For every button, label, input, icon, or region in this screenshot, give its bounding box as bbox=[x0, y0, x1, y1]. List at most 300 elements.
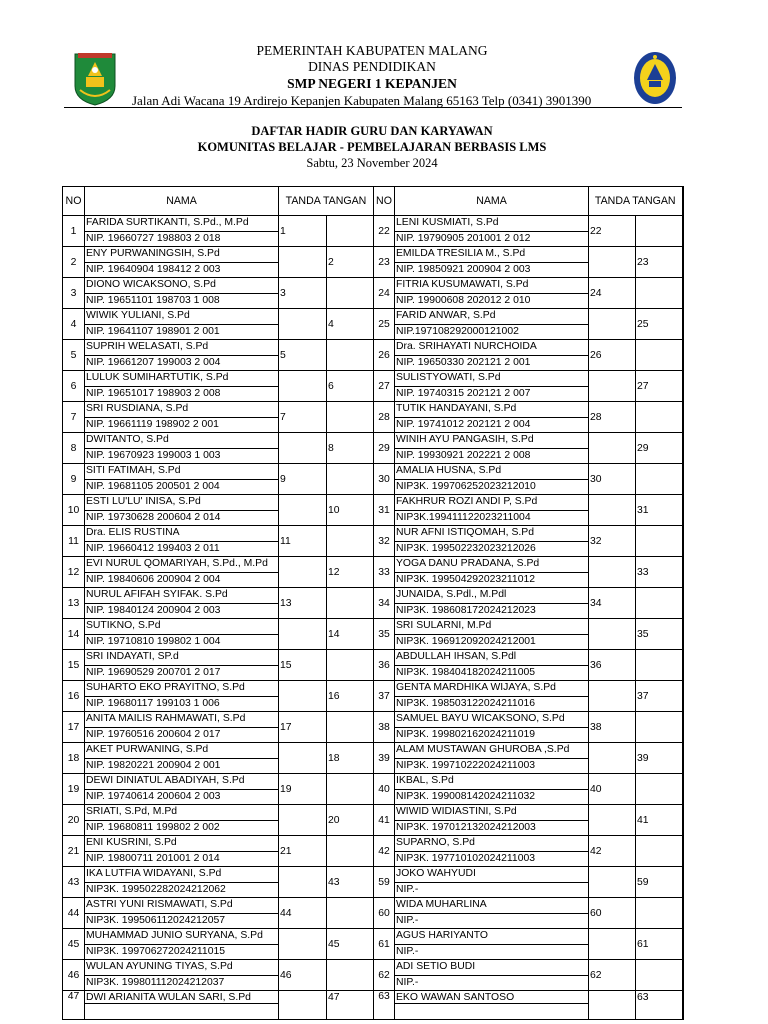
signature-cell-left-b bbox=[327, 433, 374, 464]
employee-name: ADI SETIO BUDI bbox=[396, 961, 476, 972]
signature-cell-right-a bbox=[589, 619, 636, 650]
signature-number: 32 bbox=[590, 535, 602, 547]
nama-cell-left bbox=[85, 588, 279, 619]
signature-number: 59 bbox=[637, 876, 649, 888]
row-number: 3 bbox=[70, 287, 77, 299]
row-number: 41 bbox=[378, 814, 390, 826]
nama-cell-right bbox=[395, 743, 589, 774]
signature-cell-right-a bbox=[589, 867, 636, 898]
employee-name: EVI NURUL QOMARIYAH, S.Pd., M.Pd bbox=[86, 558, 268, 569]
signature-cell-right-a bbox=[589, 650, 636, 681]
table-row bbox=[63, 774, 683, 805]
signature-number: 11 bbox=[280, 535, 291, 547]
employee-name: AMALIA HUSNA, S.Pd bbox=[396, 465, 502, 476]
title-date: Sabtu, 23 November 2024 bbox=[306, 156, 438, 170]
nama-cell-left bbox=[85, 991, 279, 1020]
signature-cell-right-a bbox=[589, 898, 636, 929]
signature-number: 9 bbox=[280, 473, 286, 485]
no-cell-left bbox=[63, 991, 85, 1020]
signature-cell-left-a bbox=[279, 743, 327, 774]
row-number: 23 bbox=[378, 256, 390, 268]
signature-number: 3 bbox=[280, 287, 286, 299]
employee-nip: NIP. 19681105 200501 2 004 bbox=[85, 479, 278, 495]
nama-cell-left bbox=[85, 712, 279, 743]
table-row bbox=[63, 991, 683, 1020]
employee-nip: NIP3K. 196912092024212001 bbox=[395, 634, 588, 650]
signature-cell-right-a bbox=[589, 433, 636, 464]
nama-cell-right bbox=[395, 557, 589, 588]
row-number: 31 bbox=[378, 504, 390, 516]
signature-number: 24 bbox=[590, 287, 602, 299]
employee-name: ENI KUSRINI, S.Pd bbox=[86, 837, 177, 848]
employee-nip: NIP.- bbox=[395, 913, 588, 929]
signature-number: 61 bbox=[637, 938, 649, 950]
row-number: 27 bbox=[378, 380, 390, 392]
nama-cell-right bbox=[395, 836, 589, 867]
employee-name: DEWI DINIATUL ABADIYAH, S.Pd bbox=[86, 775, 245, 786]
signature-cell-left-a bbox=[279, 526, 327, 557]
signature-cell-left-b bbox=[327, 309, 374, 340]
row-number: 10 bbox=[67, 504, 80, 516]
signature-number: 20 bbox=[328, 814, 340, 826]
signature-cell-right-b bbox=[636, 464, 683, 495]
no-cell-left bbox=[63, 650, 85, 681]
signature-cell-right-b bbox=[636, 650, 683, 681]
employee-name: SUPRIH WELASATI, S.Pd bbox=[86, 341, 209, 352]
signature-cell-right-b bbox=[636, 526, 683, 557]
employee-nip: NIP. 19680117 199103 1 006 bbox=[85, 696, 278, 712]
nama-cell-left bbox=[85, 340, 279, 371]
employee-name: IKBAL, S.Pd bbox=[396, 775, 454, 786]
employee-nip: NIP3K. 197012132024212003 bbox=[395, 820, 588, 836]
table-row bbox=[63, 960, 683, 991]
no-cell-right bbox=[374, 247, 395, 278]
nama-cell-right bbox=[395, 464, 589, 495]
signature-cell-right-b bbox=[636, 836, 683, 867]
signature-number: 44 bbox=[280, 907, 292, 919]
employee-nip: NIP3K. 198608172024212023 bbox=[395, 603, 588, 619]
signature-cell-left-b bbox=[327, 836, 374, 867]
employee-name: ALAM MUSTAWAN GHUROBA ,S.Pd bbox=[396, 744, 570, 755]
table-row bbox=[63, 278, 683, 309]
signature-cell-right-a bbox=[589, 247, 636, 278]
no-cell-left bbox=[63, 247, 85, 278]
employee-nip: NIP. 19660412 199403 2 011 bbox=[85, 541, 278, 557]
table-row bbox=[63, 340, 683, 371]
table-row bbox=[63, 898, 683, 929]
signature-cell-right-b bbox=[636, 805, 683, 836]
signature-cell-right-b bbox=[636, 743, 683, 774]
employee-nip: NIP. 19930921 202221 2 008 bbox=[395, 448, 588, 464]
nama-cell-left bbox=[85, 216, 279, 247]
row-number: 30 bbox=[378, 473, 390, 485]
row-number: 4 bbox=[70, 318, 77, 330]
employee-name: WULAN AYUNING TIYAS, S.Pd bbox=[86, 961, 233, 972]
signature-cell-left-a bbox=[279, 991, 327, 1020]
no-cell-left bbox=[63, 526, 85, 557]
no-cell-left bbox=[63, 619, 85, 650]
signature-number: 19 bbox=[280, 783, 292, 795]
no-cell-left bbox=[63, 402, 85, 433]
employee-nip: NIP3K. 198503122024211016 bbox=[395, 696, 588, 712]
nama-cell-right bbox=[395, 309, 589, 340]
employee-name: JUNAIDA, S.Pdl., M.Pdl bbox=[396, 589, 507, 600]
row-number: 18 bbox=[67, 752, 80, 764]
employee-name: DWI ARIANITA WULAN SARI, S.Pd bbox=[86, 992, 251, 1003]
employee-name: WIWIK YULIANI, S.Pd bbox=[86, 310, 190, 321]
signature-cell-right-b bbox=[636, 681, 683, 712]
table-row bbox=[63, 681, 683, 712]
employee-name: ESTI LU'LU' INISA, S.Pd bbox=[86, 496, 201, 507]
employee-name: SULISTYOWATI, S.Pd bbox=[396, 372, 501, 383]
nama-cell-left bbox=[85, 929, 279, 960]
employee-name: FITRIA KUSUMAWATI, S.Pd bbox=[396, 279, 529, 290]
signature-cell-right-b bbox=[636, 433, 683, 464]
employee-nip: NIP. 19710810 199802 1 004 bbox=[85, 634, 278, 650]
employee-name: IKA LUTFIA WIDAYANI, S.Pd bbox=[86, 868, 222, 879]
nama-cell-right bbox=[395, 929, 589, 960]
employee-name: SUTIKNO, S.Pd bbox=[86, 620, 161, 631]
signature-number: 30 bbox=[590, 473, 602, 485]
nama-cell-left bbox=[85, 743, 279, 774]
row-number: 24 bbox=[378, 287, 390, 299]
no-cell-left bbox=[63, 929, 85, 960]
signature-cell-right-b bbox=[636, 991, 683, 1020]
row-number: 39 bbox=[378, 752, 390, 764]
signature-number: 7 bbox=[280, 411, 286, 423]
table-row bbox=[63, 619, 683, 650]
table-row bbox=[63, 464, 683, 495]
employee-nip: NIP. 19660727 198803 2 018 bbox=[85, 231, 278, 247]
row-number: 32 bbox=[378, 535, 390, 547]
no-cell-right bbox=[374, 309, 395, 340]
row-number: 42 bbox=[378, 845, 390, 857]
signature-cell-left-a bbox=[279, 557, 327, 588]
table-row bbox=[63, 867, 683, 898]
employee-name: YOGA DANU PRADANA, S.Pd bbox=[396, 558, 540, 569]
nama-cell-left bbox=[85, 774, 279, 805]
signature-cell-left-b bbox=[327, 743, 374, 774]
employee-nip: NIP. 19840606 200904 2 004 bbox=[85, 572, 278, 588]
signature-number: 21 bbox=[280, 845, 292, 857]
signature-cell-left-a bbox=[279, 588, 327, 619]
nama-cell-right bbox=[395, 588, 589, 619]
row-number: 46 bbox=[67, 969, 80, 981]
employee-nip: NIP. 19840124 200904 2 003 bbox=[85, 603, 278, 619]
header-no-right: NO bbox=[374, 187, 395, 216]
signature-cell-left-b bbox=[327, 650, 374, 681]
employee-name: SRI SULARNI, M.Pd bbox=[396, 620, 492, 631]
row-number: 63 bbox=[378, 991, 390, 1002]
signature-cell-right-a bbox=[589, 309, 636, 340]
row-number: 8 bbox=[70, 442, 77, 454]
employee-nip: NIP3K. 199504292023211012 bbox=[395, 572, 588, 588]
no-cell-right bbox=[374, 929, 395, 960]
nama-cell-right bbox=[395, 371, 589, 402]
employee-nip: NIP. 19690529 200701 2 017 bbox=[85, 665, 278, 681]
signature-cell-left-b bbox=[327, 619, 374, 650]
employee-name: WIDA MUHARLINA bbox=[396, 899, 487, 910]
employee-nip: NIP. 19740614 200604 2 003 bbox=[85, 789, 278, 805]
no-cell-right bbox=[374, 588, 395, 619]
signature-cell-right-b bbox=[636, 278, 683, 309]
employee-nip: NIP3K. 199802162024211019 bbox=[395, 727, 588, 743]
header-department: DINAS PENDIDIKAN bbox=[308, 59, 436, 74]
row-number: 61 bbox=[378, 938, 390, 950]
signature-cell-right-a bbox=[589, 712, 636, 743]
signature-cell-left-a bbox=[279, 309, 327, 340]
signature-cell-left-b bbox=[327, 588, 374, 619]
header-ttd-left: TANDA TANGAN bbox=[279, 187, 374, 216]
employee-nip: NIP3K. 198404182024211005 bbox=[395, 665, 588, 681]
signature-cell-right-b bbox=[636, 309, 683, 340]
employee-name: LULUK SUMIHARTUTIK, S.Pd bbox=[86, 372, 229, 383]
no-cell-left bbox=[63, 588, 85, 619]
employee-name: NURUL AFIFAH SYIFAK. S.Pd bbox=[86, 589, 228, 600]
row-number: 9 bbox=[70, 473, 77, 485]
kabupaten-malang-logo-icon bbox=[72, 50, 118, 106]
signature-cell-left-a bbox=[279, 402, 327, 433]
nama-cell-left bbox=[85, 836, 279, 867]
signature-cell-right-b bbox=[636, 216, 683, 247]
signature-cell-left-b bbox=[327, 216, 374, 247]
employee-name: SITI FATIMAH, S.Pd bbox=[86, 465, 181, 476]
no-cell-right bbox=[374, 495, 395, 526]
nama-cell-right bbox=[395, 402, 589, 433]
signature-cell-left-b bbox=[327, 712, 374, 743]
employee-nip: NIP. 19730628 200604 2 014 bbox=[85, 510, 278, 526]
signature-cell-left-b bbox=[327, 867, 374, 898]
signature-number: 6 bbox=[328, 380, 334, 392]
no-cell-left bbox=[63, 278, 85, 309]
title-line-2: KOMUNITAS BELAJAR - PEMBELAJARAN BERBASIS LMS bbox=[197, 140, 547, 154]
no-cell-left bbox=[63, 774, 85, 805]
signature-cell-left-b bbox=[327, 929, 374, 960]
no-cell-right bbox=[374, 898, 395, 929]
signature-cell-right-a bbox=[589, 371, 636, 402]
no-cell-right bbox=[374, 712, 395, 743]
employee-name: SUPARNO, S.Pd bbox=[396, 837, 475, 848]
employee-name: SRIATI, S.Pd, M.Pd bbox=[86, 806, 178, 817]
signature-cell-right-a bbox=[589, 340, 636, 371]
employee-nip: NIP3K. 199502232023212026 bbox=[395, 541, 588, 557]
no-cell-right bbox=[374, 867, 395, 898]
no-cell-right bbox=[374, 340, 395, 371]
row-number: 45 bbox=[67, 938, 80, 950]
signature-cell-left-a bbox=[279, 495, 327, 526]
header-address: Jalan Adi Wacana 19 Ardirejo Kepanjen Kabupaten Malang 65163 Telp (0341) 3901390 bbox=[132, 93, 592, 108]
employee-name: Dra. SRIHAYATI NURCHOIDA bbox=[396, 341, 537, 352]
signature-cell-right-a bbox=[589, 402, 636, 433]
signature-cell-left-a bbox=[279, 371, 327, 402]
signature-cell-left-b bbox=[327, 526, 374, 557]
signature-cell-right-b bbox=[636, 712, 683, 743]
signature-cell-right-a bbox=[589, 805, 636, 836]
signature-cell-left-b bbox=[327, 805, 374, 836]
employee-nip: NIP. 19800711 201001 2 014 bbox=[85, 851, 278, 867]
signature-number: 15 bbox=[280, 659, 292, 671]
signature-number: 26 bbox=[590, 349, 602, 361]
nama-cell-left bbox=[85, 805, 279, 836]
signature-cell-left-b bbox=[327, 774, 374, 805]
signature-cell-left-a bbox=[279, 433, 327, 464]
row-number: 1 bbox=[70, 225, 77, 237]
signature-number: 29 bbox=[637, 442, 649, 454]
nama-cell-right bbox=[395, 247, 589, 278]
employee-name: ANITA MAILIS RAHMAWATI, S.Pd bbox=[86, 713, 246, 724]
signature-cell-left-a bbox=[279, 836, 327, 867]
signature-cell-left-a bbox=[279, 247, 327, 278]
row-number: 26 bbox=[378, 349, 390, 361]
signature-number: 63 bbox=[637, 992, 649, 1003]
row-number: 59 bbox=[378, 876, 390, 888]
header-school: SMP NEGERI 1 KEPANJEN bbox=[287, 76, 457, 91]
signature-number: 17 bbox=[280, 721, 292, 733]
signature-cell-left-b bbox=[327, 371, 374, 402]
signature-cell-left-a bbox=[279, 216, 327, 247]
row-number: 12 bbox=[67, 566, 80, 578]
no-cell-left bbox=[63, 216, 85, 247]
signature-number: 42 bbox=[590, 845, 602, 857]
employee-nip: NIP3K. 199710222024211003 bbox=[395, 758, 588, 774]
table-row bbox=[63, 247, 683, 278]
no-cell-left bbox=[63, 867, 85, 898]
nama-cell-left bbox=[85, 650, 279, 681]
signature-cell-left-b bbox=[327, 681, 374, 712]
employee-nip: NIP3K. 199008142024211032 bbox=[395, 789, 588, 805]
employee-nip: NIP. 19650330 202121 2 001 bbox=[395, 355, 588, 371]
signature-number: 2 bbox=[328, 256, 334, 268]
signature-cell-left-a bbox=[279, 278, 327, 309]
employee-nip: NIP. 19850921 200904 2 003 bbox=[395, 262, 588, 278]
signature-number: 45 bbox=[328, 938, 340, 950]
employee-nip: NIP.- bbox=[395, 975, 588, 991]
no-cell-left bbox=[63, 371, 85, 402]
employee-nip: NIP3K.199411122023211004 bbox=[395, 510, 588, 526]
signature-cell-left-a bbox=[279, 805, 327, 836]
table-row bbox=[63, 433, 683, 464]
no-cell-left bbox=[63, 743, 85, 774]
employee-nip: NIP.- bbox=[395, 944, 588, 960]
nama-cell-right bbox=[395, 619, 589, 650]
signature-number: 25 bbox=[637, 318, 649, 330]
signature-cell-right-a bbox=[589, 278, 636, 309]
employee-name: AGUS HARIYANTO bbox=[396, 930, 488, 941]
no-cell-right bbox=[374, 991, 395, 1020]
employee-nip: NIP3K. 199706272024211015 bbox=[85, 944, 278, 960]
nama-cell-left bbox=[85, 495, 279, 526]
signature-number: 38 bbox=[590, 721, 602, 733]
row-number: 5 bbox=[70, 349, 77, 361]
signature-cell-left-b bbox=[327, 898, 374, 929]
employee-nip: NIP. 19790905 201001 2 012 bbox=[395, 231, 588, 247]
no-cell-right bbox=[374, 619, 395, 650]
row-number: 16 bbox=[67, 690, 80, 702]
signature-cell-left-a bbox=[279, 867, 327, 898]
table-row bbox=[63, 650, 683, 681]
signature-number: 36 bbox=[590, 659, 602, 671]
signature-number: 23 bbox=[637, 256, 649, 268]
nama-cell-right bbox=[395, 960, 589, 991]
no-cell-right bbox=[374, 805, 395, 836]
nama-cell-right bbox=[395, 867, 589, 898]
signature-cell-left-a bbox=[279, 960, 327, 991]
nama-cell-right bbox=[395, 216, 589, 247]
no-cell-right bbox=[374, 433, 395, 464]
header-nama-left: NAMA bbox=[85, 187, 279, 216]
signature-number: 43 bbox=[328, 876, 340, 888]
row-number: 20 bbox=[67, 814, 80, 826]
no-cell-left bbox=[63, 712, 85, 743]
signature-number: 62 bbox=[590, 969, 602, 981]
signature-cell-left-b bbox=[327, 340, 374, 371]
employee-nip: NIP. 19651017 198903 2 008 bbox=[85, 386, 278, 402]
no-cell-right bbox=[374, 216, 395, 247]
signature-number: 5 bbox=[280, 349, 286, 361]
row-number: 44 bbox=[67, 907, 80, 919]
no-cell-right bbox=[374, 960, 395, 991]
table-row bbox=[63, 216, 683, 247]
row-number: 19 bbox=[67, 783, 80, 795]
signature-cell-right-a bbox=[589, 557, 636, 588]
employee-nip: NIP3K. 199801112024212037 bbox=[85, 975, 278, 991]
no-cell-left bbox=[63, 557, 85, 588]
employee-name: FARID ANWAR, S.Pd bbox=[396, 310, 496, 321]
table-row bbox=[63, 588, 683, 619]
signature-cell-right-a bbox=[589, 526, 636, 557]
signature-number: 60 bbox=[590, 907, 602, 919]
nama-cell-right bbox=[395, 340, 589, 371]
signature-cell-left-b bbox=[327, 557, 374, 588]
table-header-row bbox=[63, 187, 683, 216]
employee-nip: NIP. 19640904 198412 2 003 bbox=[85, 262, 278, 278]
table-row bbox=[63, 557, 683, 588]
signature-number: 16 bbox=[328, 690, 340, 702]
row-number: 6 bbox=[70, 380, 77, 392]
employee-name: EKO WAWAN SANTOSO bbox=[396, 992, 515, 1003]
employee-nip: NIP.- bbox=[395, 882, 588, 898]
employee-name: FAKHRUR ROZI ANDI P, S.Pd bbox=[396, 496, 538, 507]
no-cell-left bbox=[63, 464, 85, 495]
employee-name: SRI INDAYATI, SP.d bbox=[86, 651, 179, 662]
signature-cell-right-a bbox=[589, 743, 636, 774]
signature-number: 13 bbox=[280, 597, 292, 609]
signature-cell-left-a bbox=[279, 340, 327, 371]
employee-name: EMILDA TRESILIA M., S.Pd bbox=[396, 248, 526, 259]
signature-cell-right-a bbox=[589, 991, 636, 1020]
employee-nip: NIP. 19900608 202012 2 010 bbox=[395, 293, 588, 309]
signature-cell-right-b bbox=[636, 402, 683, 433]
employee-name: WIWID WIDIASTINI, S.Pd bbox=[396, 806, 517, 817]
nama-cell-left bbox=[85, 371, 279, 402]
header-divider bbox=[64, 107, 682, 108]
nama-cell-left bbox=[85, 619, 279, 650]
signature-number: 33 bbox=[637, 566, 649, 578]
nama-cell-right bbox=[395, 805, 589, 836]
signature-cell-right-a bbox=[589, 774, 636, 805]
nama-cell-left bbox=[85, 526, 279, 557]
signature-number: 1 bbox=[280, 225, 286, 237]
signature-cell-right-a bbox=[589, 495, 636, 526]
employee-name: LENI KUSMIATI, S.Pd bbox=[396, 217, 499, 228]
no-cell-right bbox=[374, 650, 395, 681]
nama-cell-left bbox=[85, 247, 279, 278]
employee-name: DWITANTO, S.Pd bbox=[86, 434, 169, 445]
row-number: 28 bbox=[378, 411, 390, 423]
row-number: 17 bbox=[67, 721, 80, 733]
employee-nip: NIP. 19680811 199802 2 002 bbox=[85, 820, 278, 836]
header-ttd-right: TANDA TANGAN bbox=[589, 187, 683, 216]
